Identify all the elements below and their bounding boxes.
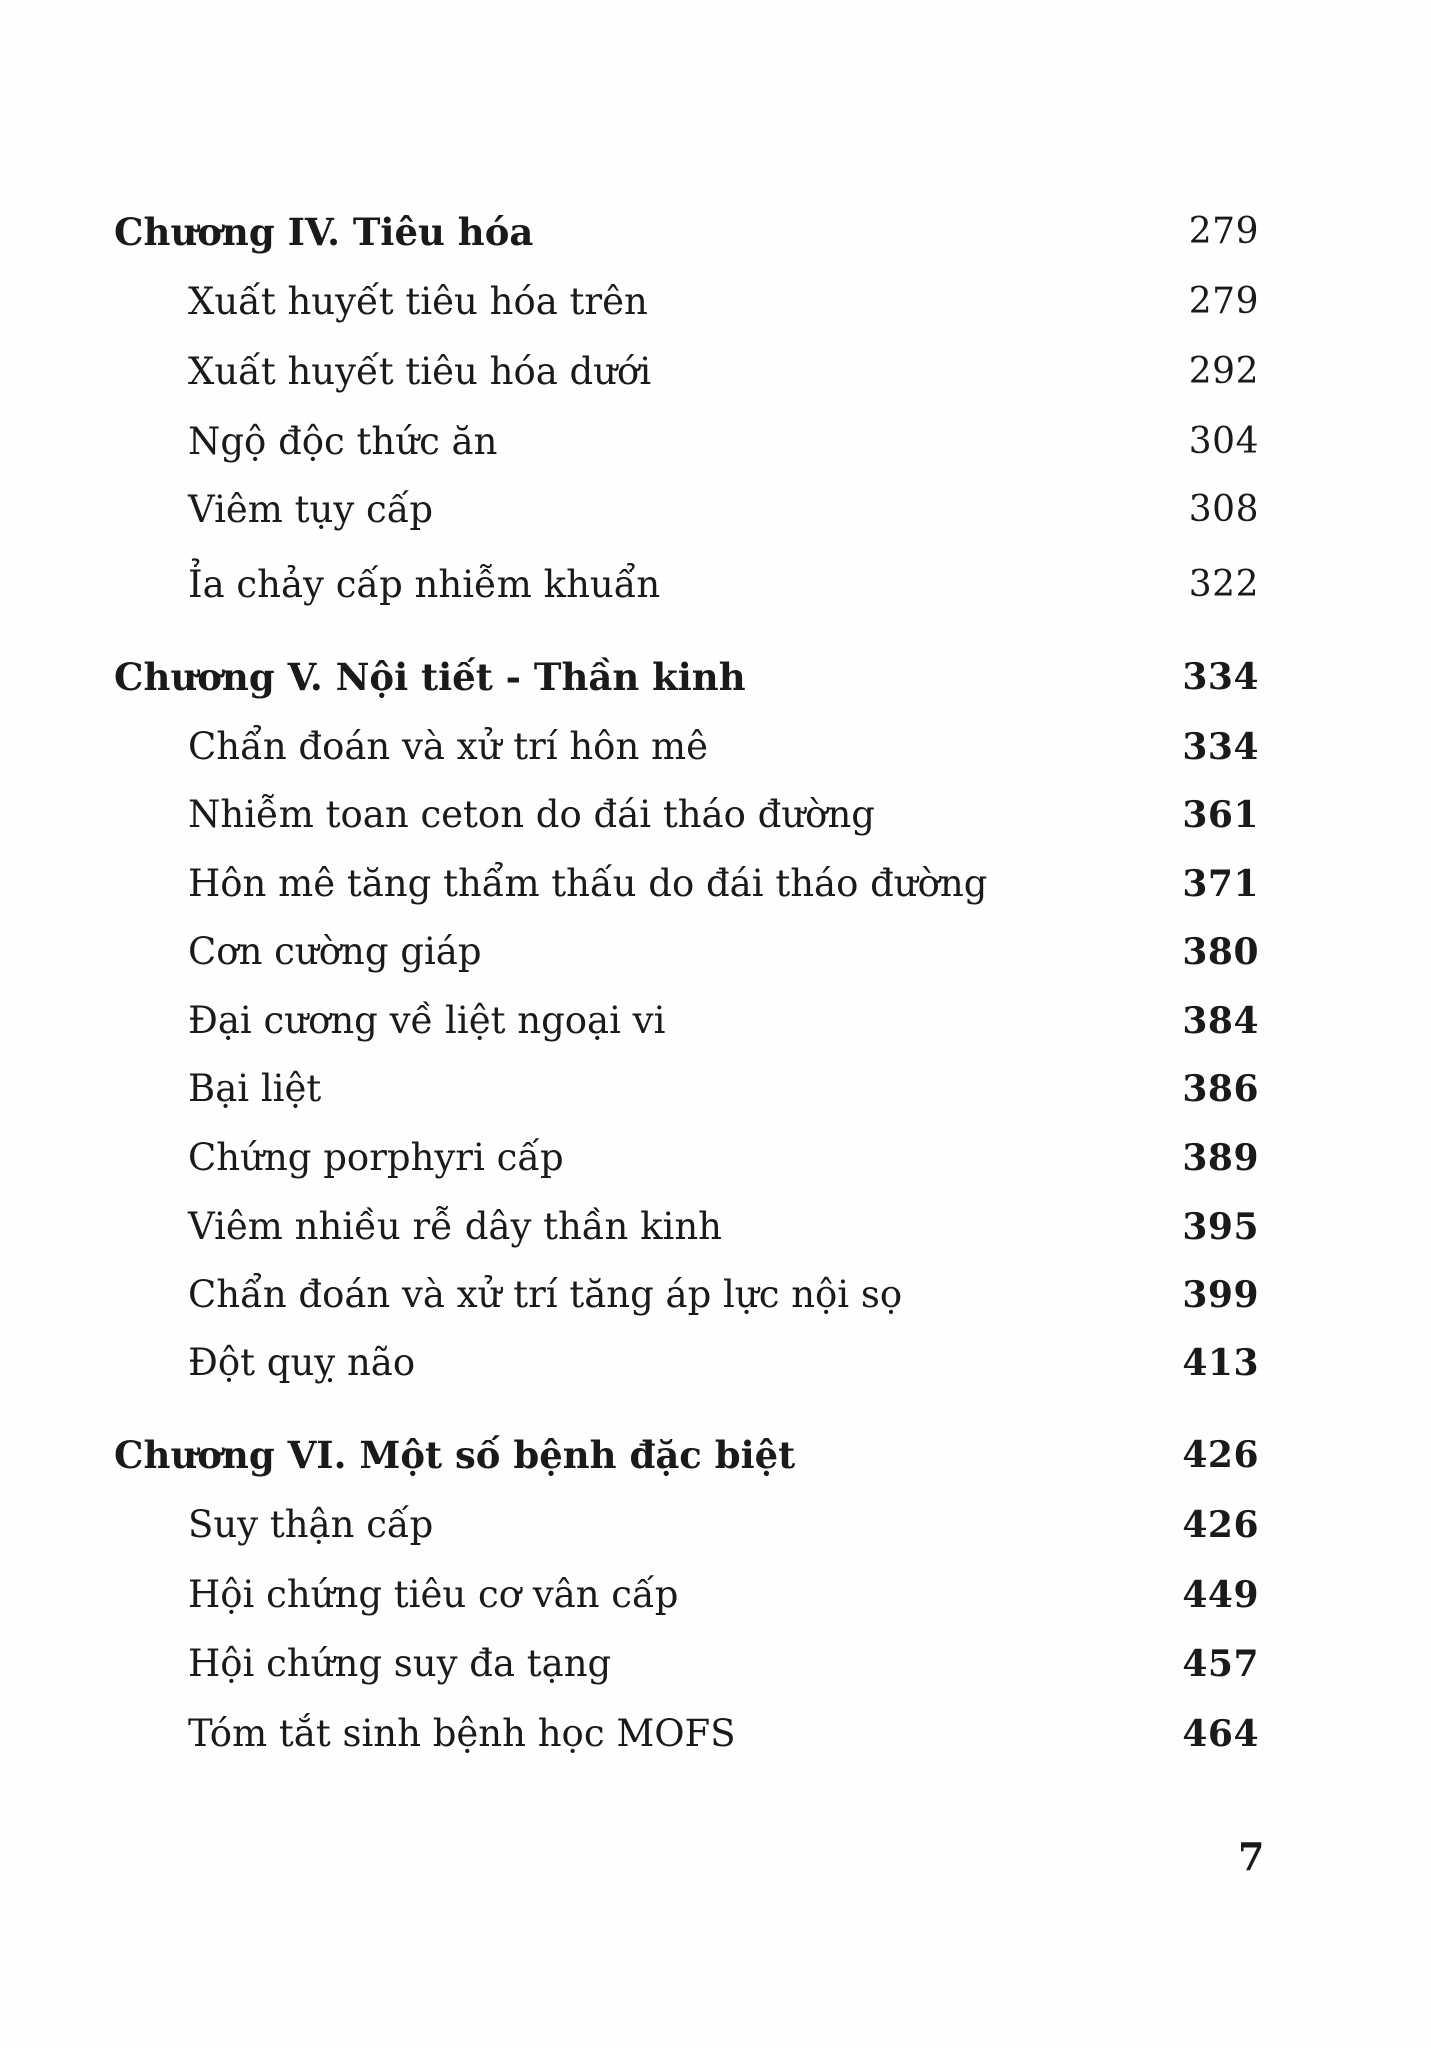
entry-title: Chẩn đoán và xử trí hôn mê <box>188 725 709 768</box>
entry-page-number: 413 <box>1182 1342 1259 1384</box>
toc-chapter-6 <box>114 1430 1259 1480</box>
entry-page-number: 334 <box>1182 726 1259 768</box>
entry-page-number: 389 <box>1182 1137 1259 1179</box>
toc-entry <box>114 277 1259 327</box>
entry-title: Đại cương về liệt ngoại vi <box>188 999 666 1042</box>
entry-title: Suy thận cấp <box>188 1503 434 1546</box>
entry-title: Bại liệt <box>188 1067 322 1110</box>
entry-title: Cơn cường giáp <box>188 930 482 973</box>
entry-page-number: 304 <box>1188 421 1259 462</box>
entry-page-number: 464 <box>1182 1713 1259 1755</box>
entry-page-number: 380 <box>1182 931 1259 973</box>
toc-entry <box>114 417 1259 467</box>
toc-entry <box>114 1570 1259 1620</box>
toc-entry <box>114 790 1259 840</box>
toc-entry <box>114 1270 1259 1320</box>
entry-title: Hôn mê tăng thẩm thấu do đái tháo đường <box>188 862 988 905</box>
entry-title: Nhiễm toan ceton do đái tháo đường <box>188 793 875 836</box>
entry-title: Chứng porphyri cấp <box>188 1136 564 1179</box>
toc-entry <box>114 859 1259 909</box>
entry-title: Xuất huyết tiêu hóa trên <box>188 280 648 323</box>
entry-page-number: 384 <box>1182 1000 1259 1042</box>
entry-title: Hội chứng suy đa tạng <box>188 1642 612 1685</box>
toc-entry <box>114 347 1259 397</box>
toc-entry <box>114 1709 1259 1759</box>
toc-entry <box>114 485 1259 535</box>
entry-page-number: 322 <box>1188 564 1259 605</box>
entry-page-number: 308 <box>1188 489 1259 530</box>
entry-title: Xuất huyết tiêu hóa dưới <box>188 350 652 393</box>
entry-page-number: 399 <box>1182 1274 1259 1316</box>
entry-title: Chẩn đoán và xử trí tăng áp lực nội sọ <box>188 1273 903 1316</box>
entry-title: Viêm tụy cấp <box>188 488 434 531</box>
entry-title: Ỉa chảy cấp nhiễm khuẩn <box>188 563 661 606</box>
toc-entry <box>114 1338 1259 1388</box>
chapter-title: Chương VI. Một số bệnh đặc biệt <box>114 1433 796 1477</box>
toc-entry <box>114 996 1259 1046</box>
toc-chapter-4 <box>114 207 1259 257</box>
toc-entry <box>114 1064 1259 1114</box>
chapter-page-number: 426 <box>1182 1434 1259 1476</box>
toc-entry <box>114 722 1259 772</box>
entry-page-number: 395 <box>1182 1206 1259 1248</box>
toc-chapter-5 <box>114 652 1259 702</box>
entry-page-number: 361 <box>1182 794 1259 836</box>
entry-page-number: 457 <box>1182 1643 1259 1685</box>
toc-entry <box>114 1500 1259 1550</box>
page-number: 7 <box>1238 1834 1265 1879</box>
entry-page-number: 426 <box>1182 1504 1259 1546</box>
toc-entry <box>114 1133 1259 1183</box>
chapter-title: Chương IV. Tiêu hóa <box>114 210 534 254</box>
entry-page-number: 279 <box>1188 281 1259 322</box>
entry-title: Đột quỵ não <box>188 1341 416 1384</box>
entry-page-number: 292 <box>1188 351 1259 392</box>
entry-page-number: 449 <box>1182 1574 1259 1616</box>
toc-entry <box>114 1202 1259 1252</box>
entry-title: Viêm nhiều rễ dây thần kinh <box>188 1205 722 1248</box>
chapter-page-number: 334 <box>1182 656 1259 698</box>
chapter-title: Chương V. Nội tiết - Thần kinh <box>114 655 746 699</box>
entry-title: Hội chứng tiêu cơ vân cấp <box>188 1573 679 1616</box>
chapter-page-number: 279 <box>1188 211 1259 252</box>
toc-entry <box>114 1639 1259 1689</box>
entry-page-number: 386 <box>1182 1068 1259 1110</box>
entry-title: Tóm tắt sinh bệnh học MOFS <box>188 1712 736 1755</box>
entry-title: Ngộ độc thức ăn <box>188 420 498 463</box>
toc-entry <box>114 927 1259 977</box>
entry-page-number: 371 <box>1182 863 1259 905</box>
toc-entry <box>114 560 1259 610</box>
